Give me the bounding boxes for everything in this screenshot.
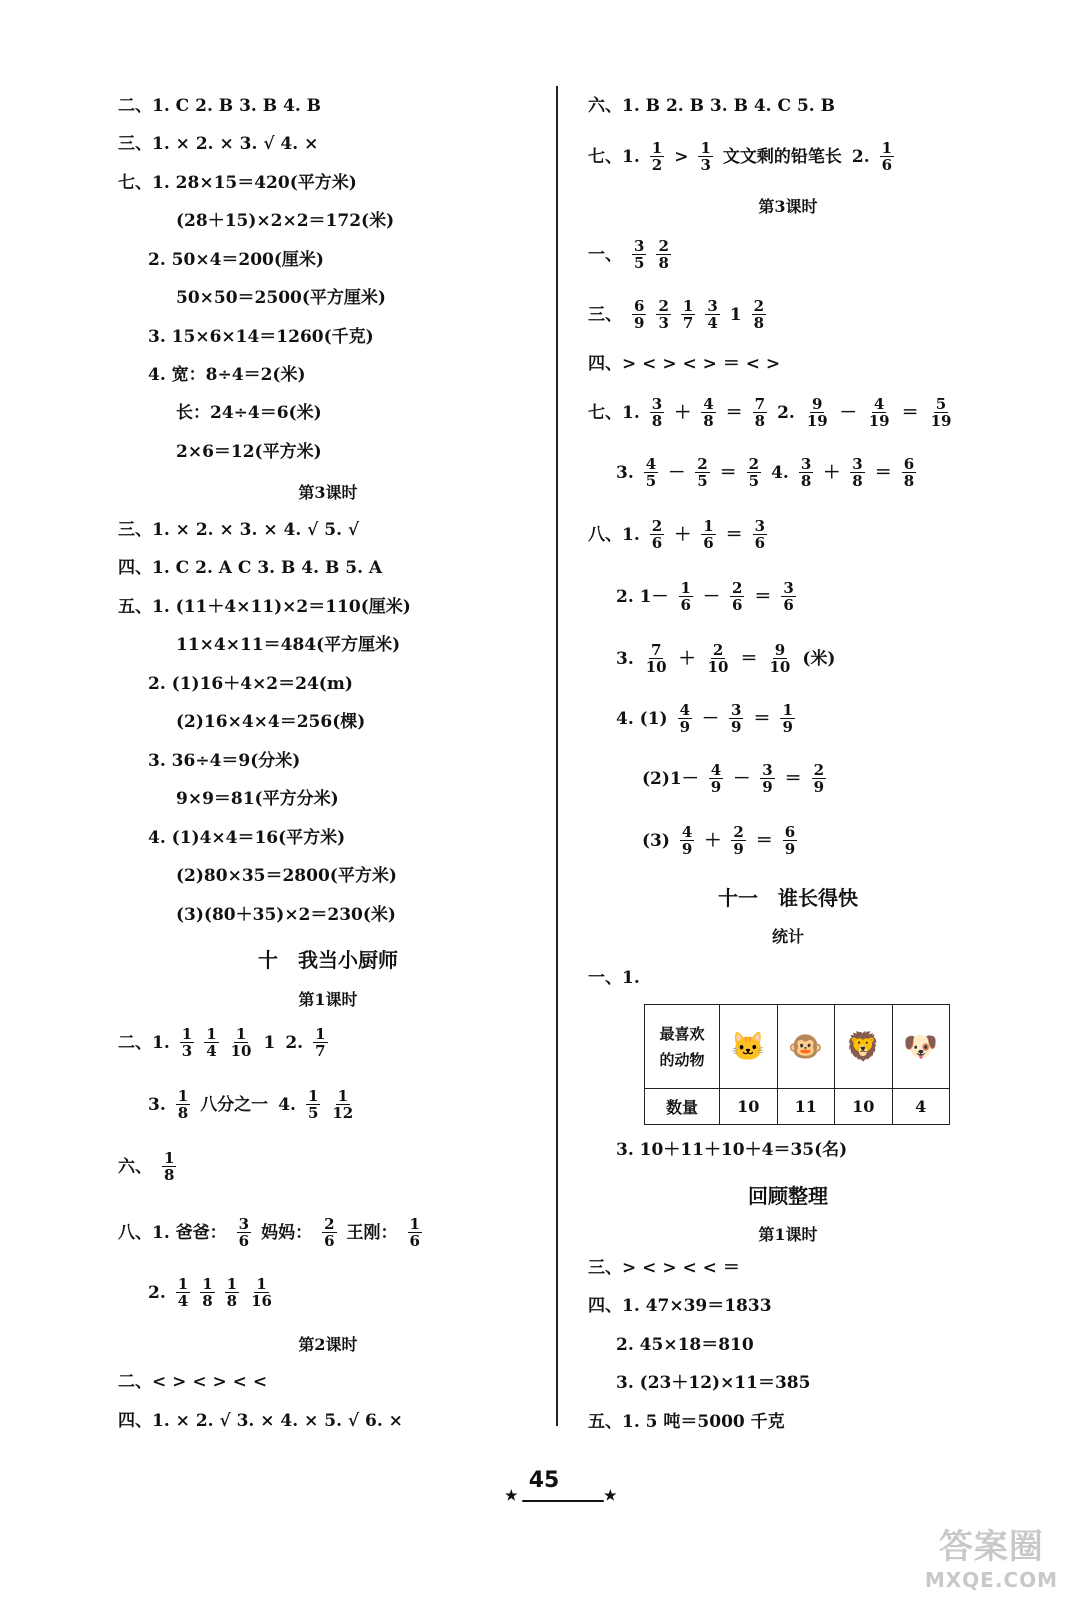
- fraction: $\frac{1}{6}$: [680, 579, 691, 614]
- answer-line: 五、1. 5 吨＝5000 千克: [588, 1412, 785, 1432]
- answer-line: 长：24÷4＝6(米): [176, 403, 322, 423]
- fraction: $\frac{3}{9}$: [762, 761, 773, 796]
- answer-line: 三、1. × 2. × 3. × 4. √ 5. √: [118, 520, 360, 540]
- fraction-line: [118, 1026, 328, 1059]
- star-icon: ★: [604, 1488, 617, 1504]
- greater-sign: >: [674, 146, 689, 167]
- label: (3): [642, 830, 670, 851]
- answer-line: (2)16×4×4＝256(棵): [176, 712, 366, 732]
- lesson-heading: 第2课时: [298, 1335, 358, 1354]
- answer-line: 六、1. B 2. B 3. B 4. C 5. B: [588, 96, 836, 116]
- lesson-heading: 第3课时: [298, 483, 358, 502]
- answer-line: 3. 15×6×14＝1260(千克): [148, 327, 374, 347]
- label: 3.: [148, 1094, 166, 1115]
- label: 2.: [777, 402, 795, 423]
- page-number: 45: [528, 1468, 560, 1493]
- number: 1: [729, 304, 742, 325]
- answer-line: 三、1. × 2. × 3. √ 4. ×: [118, 134, 319, 154]
- lesson-heading: 第1课时: [298, 990, 358, 1009]
- fraction: $\frac{3}{5}$: [634, 237, 645, 272]
- fraction-line: (3) $\frac{4}{9}$ ＋ $\frac{2}{9}$ ＝ $\frac{6}{9}$: [642, 823, 796, 858]
- watermark-text: 答案圈: [938, 1527, 1044, 1567]
- fraction: $\frac{1}{3}$: [700, 139, 711, 174]
- text: 八分之一: [200, 1094, 269, 1115]
- header-text: 最喜欢: [659, 1024, 705, 1043]
- answer-line: 3. 10＋11＋10＋4＝35(名): [616, 1140, 848, 1160]
- fraction: $\frac{2}{10}$: [707, 641, 729, 676]
- unit: (米): [802, 648, 836, 669]
- answer-line: 3. (23＋12)×11＝385: [616, 1373, 811, 1393]
- label: 七、1.: [588, 402, 640, 423]
- fraction-line: [588, 140, 894, 173]
- table-cell: 10: [835, 1089, 893, 1125]
- label: 七、1.: [588, 146, 640, 167]
- fraction: $\frac{1}{4}$: [206, 1025, 217, 1060]
- label: 六、: [118, 1156, 152, 1177]
- fraction-line: 八、1. $\frac{2}{6}$ ＋ $\frac{1}{6}$ ＝ $\frac{3}{6}$: [588, 517, 766, 552]
- label: 4.: [771, 462, 789, 483]
- fraction: $\frac{2}{6}$: [651, 517, 663, 552]
- fraction: $\frac{1}{6}$: [409, 1215, 420, 1250]
- answer-line: 三、> < > < < ＝: [588, 1258, 740, 1278]
- chapter-title: 十 我当小厨师: [258, 948, 398, 972]
- fraction: $\frac{4}{5}$: [645, 455, 657, 490]
- table-cell: 4: [892, 1089, 950, 1125]
- fraction: $\frac{1}{8}$: [164, 1149, 175, 1184]
- fraction: $\frac{1}{4}$: [177, 1275, 189, 1310]
- section-title: 回顾整理: [748, 1184, 828, 1208]
- fraction: $\frac{2}{5}$: [697, 455, 708, 490]
- fraction-line: 4. (1) $\frac{4}{9}$ － $\frac{3}{9}$ ＝ $\frac{1}{9}$: [616, 701, 793, 736]
- answer-line: 四、1. × 2. √ 3. × 4. × 5. √ 6. ×: [118, 1411, 403, 1431]
- answer-line: (2)80×35＝2800(平方米): [176, 866, 397, 886]
- label: 三、: [588, 304, 622, 325]
- watermark-text: MXQE.COM: [924, 1568, 1058, 1592]
- label: 3.: [616, 648, 634, 669]
- lion-icon: 🦁: [835, 1005, 893, 1089]
- label: 八、1.: [588, 524, 640, 545]
- fraction: $\frac{7}{10}$: [645, 641, 667, 676]
- fraction-line: 七、1. $\frac{3}{8}$ ＋ $\frac{4}{8}$ ＝ $\frac{7}{8}$ 2. $\frac{9}{19}$ － $\frac{4}{19}$ ＝ $\frac{5}{19}$: [588, 395, 952, 430]
- answer-line: 五、1. (11＋4×11)×2＝110(厘米): [118, 597, 411, 617]
- cat-icon: 🐱: [720, 1005, 778, 1089]
- fraction: $\frac{3}{6}$: [783, 579, 794, 614]
- lesson-heading: 第3课时: [758, 197, 818, 216]
- answer-line: 二、1. C 2. B 3. B 4. B: [118, 96, 322, 116]
- fraction: $\frac{3}{6}$: [238, 1215, 250, 1250]
- label: 4. (1): [616, 708, 668, 729]
- fraction: $\frac{1}{9}$: [782, 701, 793, 736]
- fraction-line: [118, 1216, 422, 1249]
- watermark-logo: [925, 1519, 1058, 1592]
- answer-line: 4. (1)4×4＝16(平方米): [148, 828, 346, 848]
- section-heading: 统计: [771, 927, 804, 946]
- label: 4.: [278, 1094, 296, 1115]
- fraction: $\frac{2}{9}$: [813, 761, 825, 796]
- fraction: $\frac{3}{4}$: [707, 297, 718, 332]
- fraction: $\frac{6}{8}$: [903, 455, 915, 490]
- fraction: $\frac{1}{8}$: [177, 1087, 189, 1122]
- fraction: $\frac{1}{6}$: [703, 517, 714, 552]
- fraction: $\frac{1}{8}$: [226, 1275, 238, 1310]
- fraction: $\frac{1}{6}$: [881, 139, 893, 174]
- fraction: $\frac{6}{9}$: [634, 297, 645, 332]
- fraction-line: 3. $\frac{7}{10}$ ＋ $\frac{2}{10}$ ＝ $\frac{9}{10}$ (米): [616, 641, 836, 676]
- fraction: $\frac{1}{7}$: [315, 1025, 326, 1060]
- fraction: $\frac{3}{8}$: [800, 455, 812, 490]
- fraction: $\frac{1}{12}$: [332, 1087, 354, 1122]
- answer-line: 四、> < > < > ＝ < >: [588, 354, 781, 374]
- fraction-line: [148, 1276, 274, 1309]
- fraction-line: [118, 1150, 176, 1183]
- fraction: $\frac{1}{10}$: [230, 1025, 252, 1060]
- chapter-title: 十一 谁长得快: [718, 886, 858, 910]
- answer-line: 四、1. C 2. A C 3. B 4. B 5. A: [118, 558, 383, 578]
- answer-line: 9×9＝81(平方分米): [176, 789, 339, 809]
- fraction-line: [588, 238, 671, 271]
- fraction-line: [148, 1088, 355, 1121]
- fraction: $\frac{4}{9}$: [710, 761, 722, 796]
- label: 2.: [851, 146, 870, 167]
- fraction: $\frac{3}{8}$: [651, 395, 663, 430]
- fraction: $\frac{2}{5}$: [748, 455, 760, 490]
- fraction: $\frac{4}{9}$: [679, 701, 691, 736]
- fraction: $\frac{9}{19}$: [806, 395, 828, 430]
- table-cell: 10: [720, 1089, 778, 1125]
- table-count-label: 数量: [645, 1089, 720, 1125]
- fraction: $\frac{4}{19}$: [868, 395, 890, 430]
- fraction: $\frac{2}{8}$: [658, 237, 669, 272]
- label: 3.: [616, 462, 634, 483]
- fraction: $\frac{1}{8}$: [202, 1275, 213, 1310]
- answer-line: 50×50＝2500(平方厘米): [176, 288, 386, 308]
- answer-line: 3. 36÷4＝9(分米): [148, 751, 301, 771]
- fraction-line: 2. 1－ $\frac{1}{6}$ － $\frac{2}{6}$ ＝ $\frac{3}{6}$: [616, 579, 794, 614]
- answer-line: 2. 50×4＝200(厘米): [148, 250, 324, 270]
- fraction: $\frac{2}{6}$: [324, 1215, 335, 1250]
- label: 一、: [588, 244, 622, 265]
- table-cell: 11: [777, 1089, 835, 1125]
- fraction: $\frac{4}{8}$: [703, 395, 714, 430]
- fraction: $\frac{1}{5}$: [307, 1087, 319, 1122]
- answer-line: (28＋15)×2×2＝172(米): [176, 211, 395, 231]
- fraction: $\frac{1}{2}$: [651, 139, 663, 174]
- answer-line: 4. 宽：8÷4＝2(米): [148, 365, 306, 385]
- page-number-underline: [522, 1500, 604, 1502]
- answer-line: 二、< > < > < <: [118, 1372, 268, 1392]
- answer-line: 七、1. 28×15＝420(平方米): [118, 173, 357, 193]
- lesson-heading: 第1课时: [758, 1225, 818, 1244]
- header-text: 的动物: [659, 1050, 705, 1069]
- label: 2. 1－: [616, 586, 669, 607]
- fraction: $\frac{1}{3}$: [181, 1025, 193, 1060]
- star-icon: ★: [505, 1488, 518, 1504]
- answer-line: 2. 45×18＝810: [616, 1335, 754, 1355]
- text: 妈妈：: [261, 1222, 313, 1243]
- text: 王刚：: [346, 1222, 398, 1243]
- fraction: $\frac{2}{8}$: [753, 297, 765, 332]
- fraction: $\frac{2}{9}$: [733, 823, 744, 858]
- fraction: $\frac{3}{9}$: [731, 701, 742, 736]
- fraction: $\frac{5}{19}$: [930, 395, 952, 430]
- answer-line: 2×6＝12(平方米): [176, 442, 322, 462]
- text: 文文剩的铅笔长: [722, 146, 842, 167]
- label: 2.: [148, 1282, 166, 1303]
- dog-icon: 🐶: [892, 1005, 950, 1089]
- fraction: $\frac{2}{6}$: [731, 579, 743, 614]
- label: 2.: [285, 1032, 304, 1053]
- label: 八、1. 爸爸：: [118, 1222, 227, 1243]
- monkey-icon: 🐵: [777, 1005, 835, 1089]
- table-header-cell: [645, 1005, 720, 1089]
- fraction: $\frac{3}{8}$: [852, 455, 863, 490]
- fraction-line: 3. $\frac{4}{5}$ － $\frac{2}{5}$ ＝ $\frac{2}{5}$ 4. $\frac{3}{8}$ ＋ $\frac{3}{8}$ ＝ $\frac{6}{8}$: [616, 455, 915, 490]
- stat-table: [644, 1004, 950, 1125]
- fraction-line: (2)1－ $\frac{4}{9}$ － $\frac{3}{9}$ ＝ $\frac{2}{9}$: [642, 761, 825, 796]
- column-divider: [556, 86, 558, 1426]
- fraction: $\frac{1}{7}$: [682, 297, 694, 332]
- answer-line: 四、1. 47×39＝1833: [588, 1296, 772, 1316]
- answer-line: (3)(80＋35)×2＝230(米): [176, 905, 396, 925]
- fraction: $\frac{9}{10}$: [769, 641, 791, 676]
- fraction: $\frac{4}{9}$: [681, 823, 693, 858]
- label: 二、1.: [118, 1032, 170, 1053]
- fraction-line: [588, 298, 766, 331]
- fraction: $\frac{6}{9}$: [784, 823, 796, 858]
- answer-line: 11×4×11＝484(平方厘米): [176, 635, 401, 655]
- answer-line: 2. (1)16＋4×2＝24(m): [148, 674, 353, 694]
- fraction: $\frac{1}{16}$: [251, 1275, 272, 1310]
- number: 1: [263, 1032, 276, 1053]
- fraction: $\frac{2}{3}$: [658, 297, 669, 332]
- label: (2)1－: [642, 768, 699, 789]
- fraction: $\frac{3}{6}$: [754, 517, 766, 552]
- fraction: $\frac{7}{8}$: [754, 395, 766, 430]
- answer-line: 一、1.: [588, 968, 640, 988]
